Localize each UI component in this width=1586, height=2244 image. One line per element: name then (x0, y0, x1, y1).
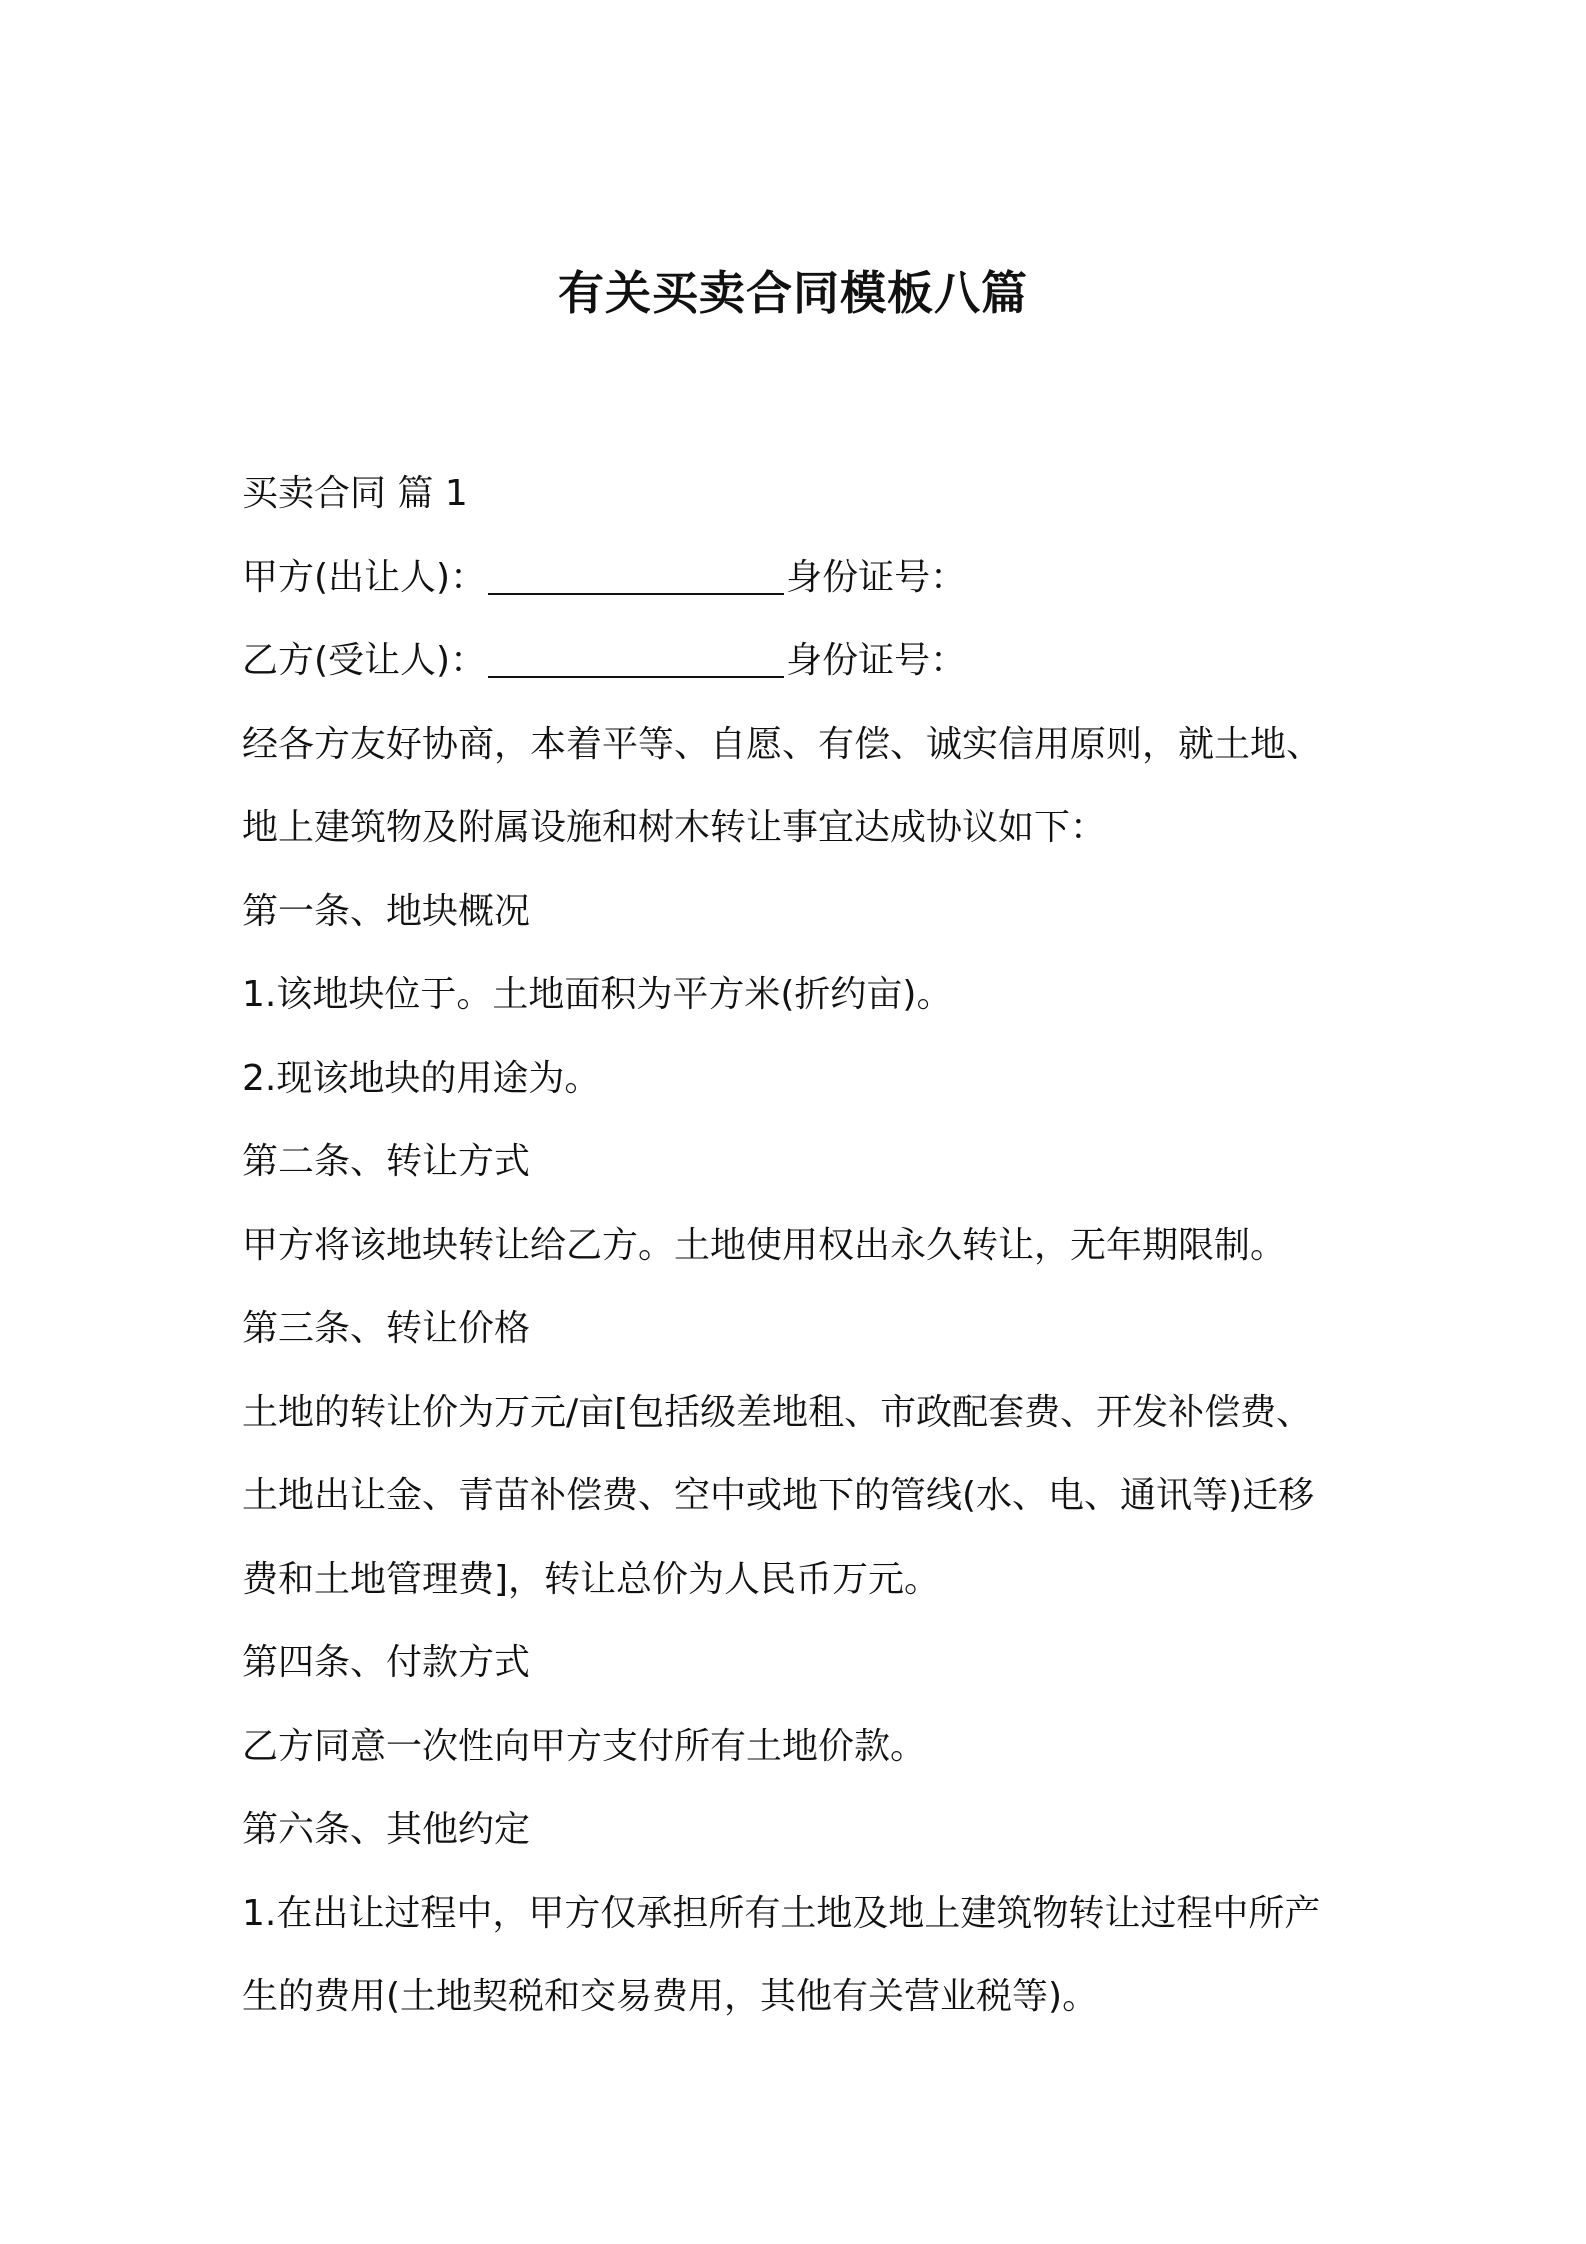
body-line: 土地的转让价为万元/亩[包括级差地租、市政配套费、开发补偿费、 (242, 1391, 1313, 1433)
body-line: 2.现该地块的用途为。 (242, 1057, 601, 1099)
document-title: 有关买卖合同模板八篇 (558, 266, 1028, 320)
party-a-line (242, 536, 1352, 620)
body-line: 乙方同意一次性向甲方支付所有土地价款。 (242, 1725, 927, 1767)
article-heading: 第一条、地块概况 (242, 890, 531, 932)
body-line: 经各方友好协商，本着平等、自愿、有偿、诚实信用原则，就土地、 (242, 723, 1323, 765)
section-heading: 买卖合同 篇 1 (242, 473, 468, 514)
body-line: 地上建筑物及附属设施和树木转让事宜达成协议如下： (242, 807, 1107, 848)
party-b-line (242, 619, 1352, 703)
body-line: 生的费用(土地契税和交易费用，其他有关营业税等)。 (242, 1976, 1099, 2017)
article-heading: 第二条、转让方式 (242, 1141, 531, 1182)
body-line: 费和土地管理费]，转让总价为人民币万元。 (242, 1558, 941, 1600)
party-b-name-blank (488, 636, 784, 678)
article-heading: 第三条、转让价格 (242, 1308, 531, 1349)
body-line: 1.该地块位于。土地面积为平方米(折约亩)。 (242, 974, 953, 1015)
body-line: 1.在出让过程中，甲方仅承担所有土地及地上建筑物转让过程中所产 (242, 1892, 1321, 1934)
article-heading: 第六条、其他约定 (242, 1809, 531, 1850)
body-line: 土地出让金、青苗补偿费、空中或地下的管线(水、电、通讯等)迁移 (242, 1475, 1315, 1516)
party-a-name-blank (488, 553, 784, 595)
party-b-id-label: 身份证号： (786, 640, 967, 681)
document-body (242, 452, 1352, 2039)
party-a-label: 甲方(出让人)： (242, 556, 487, 598)
body-line: 甲方将该地块转让给乙方。土地使用权出永久转让，无年期限制。 (242, 1224, 1287, 1266)
article-heading: 第四条、付款方式 (242, 1642, 531, 1683)
party-a-id-label: 身份证号： (786, 556, 967, 598)
party-b-label: 乙方(受让人)： (242, 640, 487, 681)
